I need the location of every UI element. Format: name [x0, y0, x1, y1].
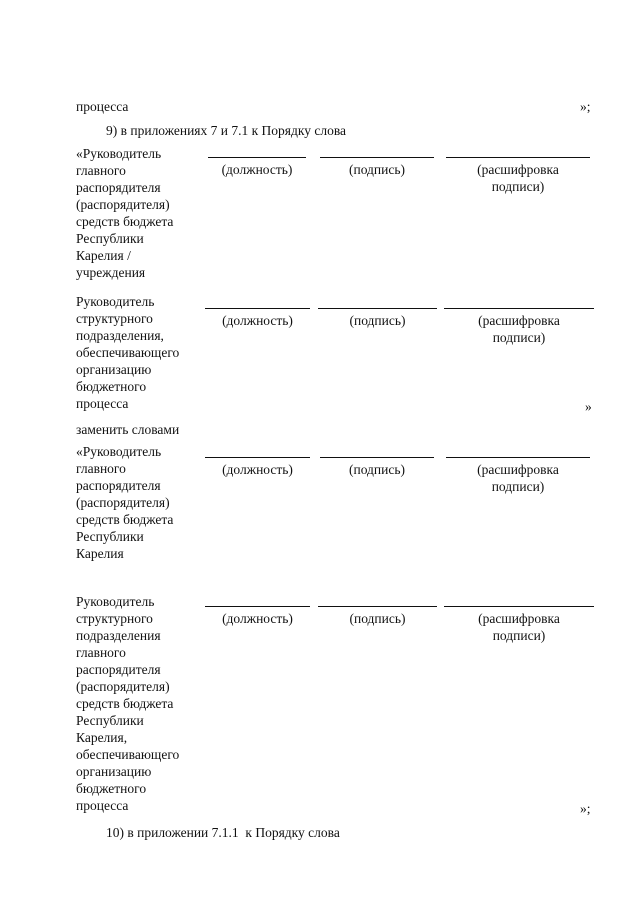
new-block1-position-line [205, 457, 310, 458]
old-block2-text: Руководитель структурного подразделения, обеспечивающего организацию бюджетного процесса [76, 294, 180, 411]
old-block2-position-line [205, 308, 310, 309]
old-block1-decode-label: (расшифровка подписи) [477, 162, 559, 194]
old-block1-decode-line [446, 157, 590, 158]
new-block1-decode-label: (расшифровка подписи) [477, 462, 559, 494]
old-block2-quote-end: » [585, 399, 592, 414]
new-block2-text: Руководитель структурного подразделения главного распорядителя (распорядителя) средств бюджета Республики Карелия, обеспечивающего организацию бюджетного процесса [76, 594, 180, 813]
new-block2-decode-label: (расшифровка подписи) [478, 611, 560, 643]
item10-intro: 10) в приложении 7.1.1 к Порядку слова [106, 825, 340, 840]
old-block2-signature-label: (подпись) [349, 313, 406, 328]
old-block1-signature-line [320, 157, 434, 158]
old-block1-position-label: (должность) [221, 162, 293, 177]
replace-with-text: заменить словами [76, 422, 180, 437]
new-block1-decode-line [446, 457, 590, 458]
new-block2-decode-line [444, 606, 594, 607]
new-block2-position-label: (должность) [222, 611, 293, 626]
item9-intro: 9) в приложениях 7 и 7.1 к Порядку слова [106, 123, 347, 138]
old-block2-position-label: (должность) [222, 313, 293, 328]
old-block1-signature-label: (подпись) [348, 162, 406, 177]
new-block1-signature-line [320, 457, 434, 458]
old-block1-text: «Руководитель главного распорядителя (распорядителя) средств бюджета Республики Карелия / учреждения [76, 146, 174, 280]
new-block2-quote-end: »; [580, 801, 591, 816]
top-fragment-text: процесса [76, 99, 129, 114]
new-block2-position-line [205, 606, 310, 607]
old-block2-decode-line [444, 308, 594, 309]
new-block2-signature-label: (подпись) [349, 611, 406, 626]
old-block1-position-line [208, 157, 306, 158]
new-block1-signature-label: (подпись) [348, 462, 406, 477]
new-block1-position-label: (должность) [222, 462, 293, 477]
top-quote-end: »; [580, 99, 591, 114]
new-block1-text: «Руководитель главного распорядителя (распорядителя) средств бюджета Республики Карелия [76, 444, 174, 561]
old-block2-decode-label: (расшифровка подписи) [478, 313, 560, 345]
old-block2-signature-line [318, 308, 437, 309]
new-block2-signature-line [318, 606, 437, 607]
